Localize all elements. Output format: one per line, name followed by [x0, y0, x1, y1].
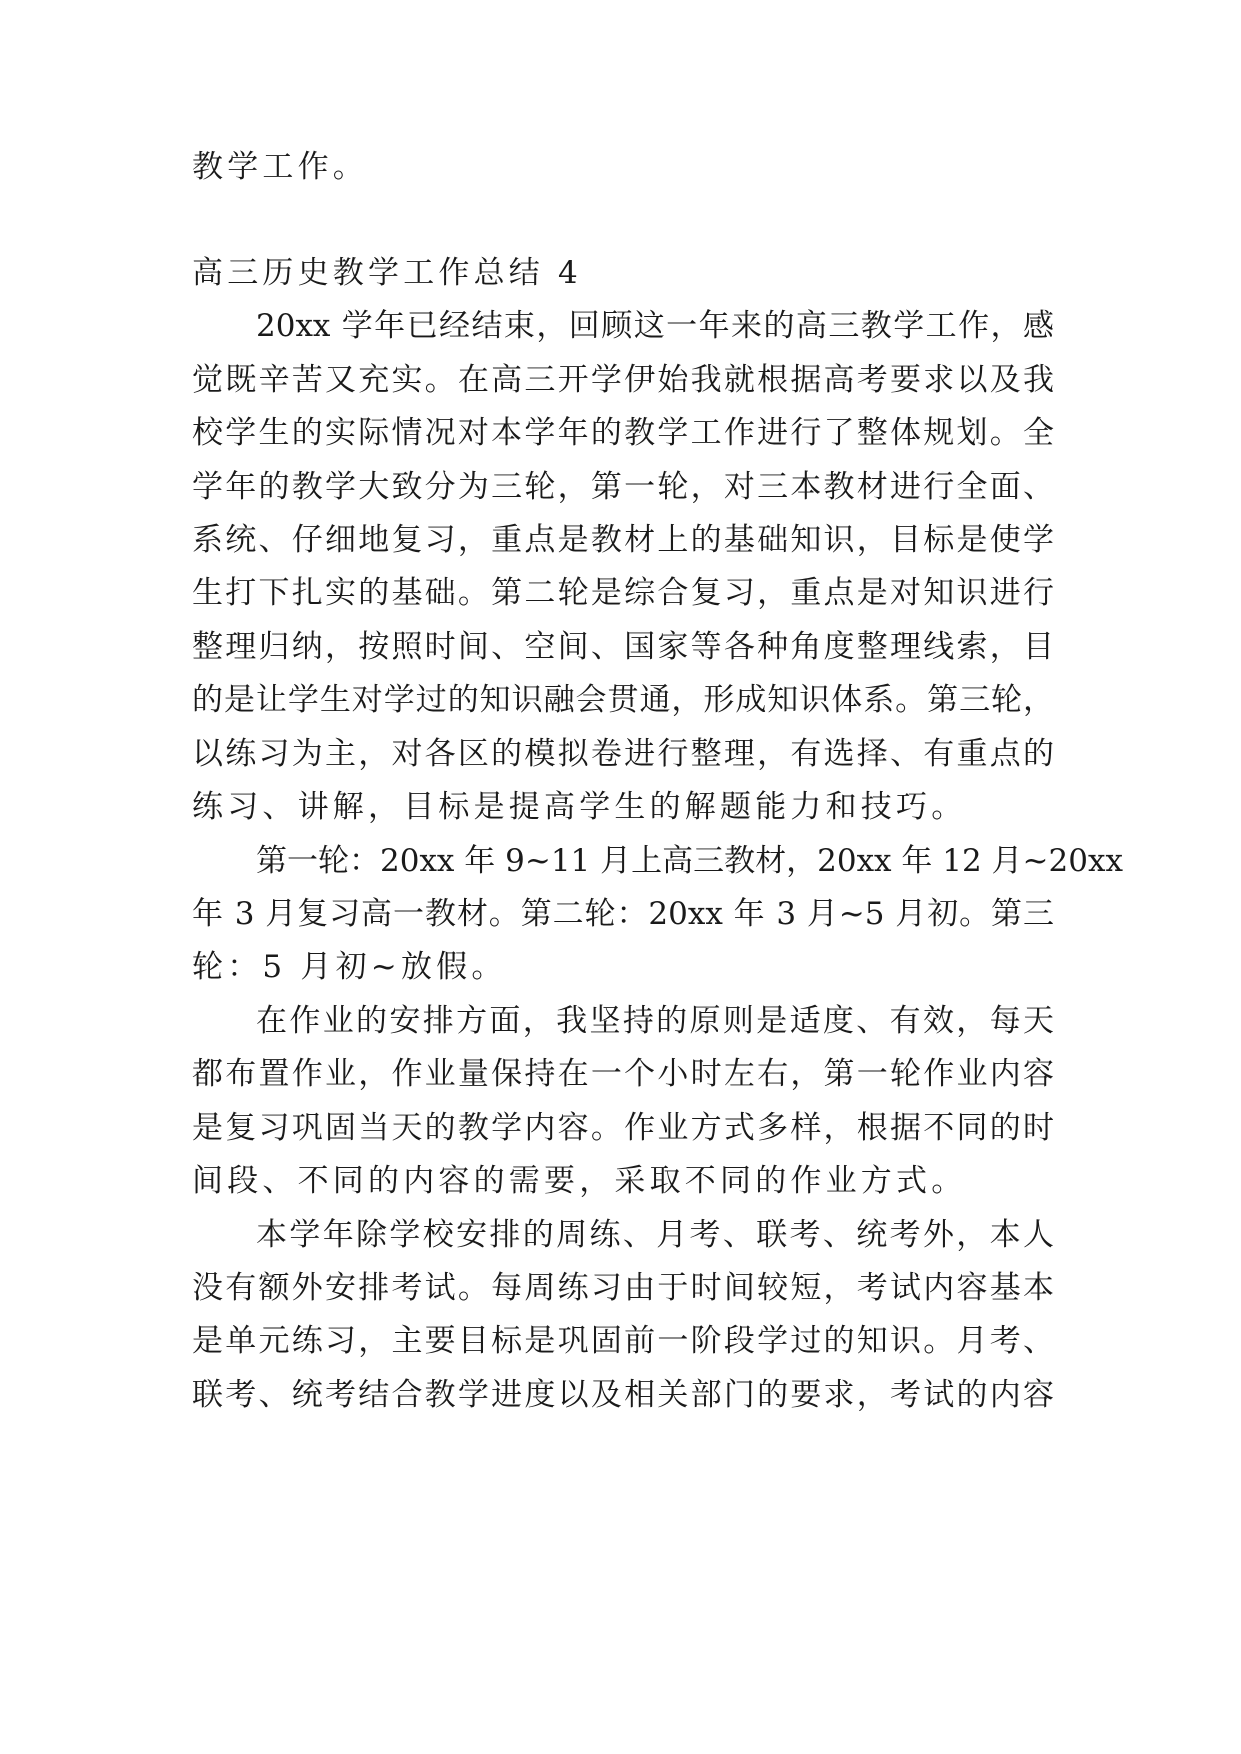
paragraph-1-line-3: 校学生的实际情况对本学年的教学工作进行了整体规划。全 [192, 415, 1054, 451]
paragraph-3-line-1: 在作业的安排方面，我坚持的原则是适度、有效，每天 [256, 1003, 1054, 1039]
paragraph-1-line-10: 练习、讲解，目标是提高学生的解题能力和技巧。 [192, 789, 967, 825]
paragraph-1-line-7: 整理归纳，按照时间、空间、国家等各种角度整理线索，目 [192, 629, 1054, 665]
paragraph-3-line-2: 都布置作业，作业量保持在一个小时左右，第一轮作业内容 [192, 1056, 1054, 1092]
paragraph-1-line-1: 20xx 学年已经结束，回顾这一年来的高三教学工作，感 [256, 308, 1054, 344]
paragraph-2-line-3: 轮：5 月初~放假。 [192, 949, 507, 985]
paragraph-3-line-4: 间段、不同的内容的需要，采取不同的作业方式。 [192, 1163, 967, 1199]
carryover-line: 教学工作。 [192, 149, 368, 185]
paragraph-2-line-2: 年 3 月复习高一教材。第二轮：20xx 年 3 月~5 月初。第三 [192, 896, 1054, 932]
section-heading: 高三历史教学工作总结 4 [192, 255, 582, 291]
paragraph-2-line-1: 第一轮：20xx 年 9~11 月上高三教材，20xx 年 12 月~20xx [256, 843, 1123, 879]
paragraph-4-line-1: 本学年除学校安排的周练、月考、联考、统考外，本人 [256, 1217, 1054, 1253]
paragraph-3-line-3: 是复习巩固当天的教学内容。作业方式多样，根据不同的时 [192, 1110, 1054, 1146]
paragraph-1-line-6: 生打下扎实的基础。第二轮是综合复习，重点是对知识进行 [192, 575, 1054, 611]
paragraph-4-line-2: 没有额外安排考试。每周练习由于时间较短，考试内容基本 [192, 1270, 1054, 1306]
paragraph-1-line-8: 的是让学生对学过的知识融会贯通，形成知识体系。第三轮， [192, 682, 1054, 718]
paragraph-4-line-4: 联考、统考结合教学进度以及相关部门的要求，考试的内容 [192, 1377, 1054, 1413]
paragraph-1-line-2: 觉既辛苦又充实。在高三开学伊始我就根据高考要求以及我 [192, 362, 1054, 398]
paragraph-4-line-3: 是单元练习，主要目标是巩固前一阶段学过的知识。月考、 [192, 1323, 1054, 1359]
paragraph-1-line-4: 学年的教学大致分为三轮，第一轮，对三本教材进行全面、 [192, 469, 1054, 505]
paragraph-1-line-5: 系统、仔细地复习，重点是教材上的基础知识，目标是使学 [192, 522, 1054, 558]
paragraph-1-line-9: 以练习为主，对各区的模拟卷进行整理，有选择、有重点的 [192, 736, 1054, 772]
